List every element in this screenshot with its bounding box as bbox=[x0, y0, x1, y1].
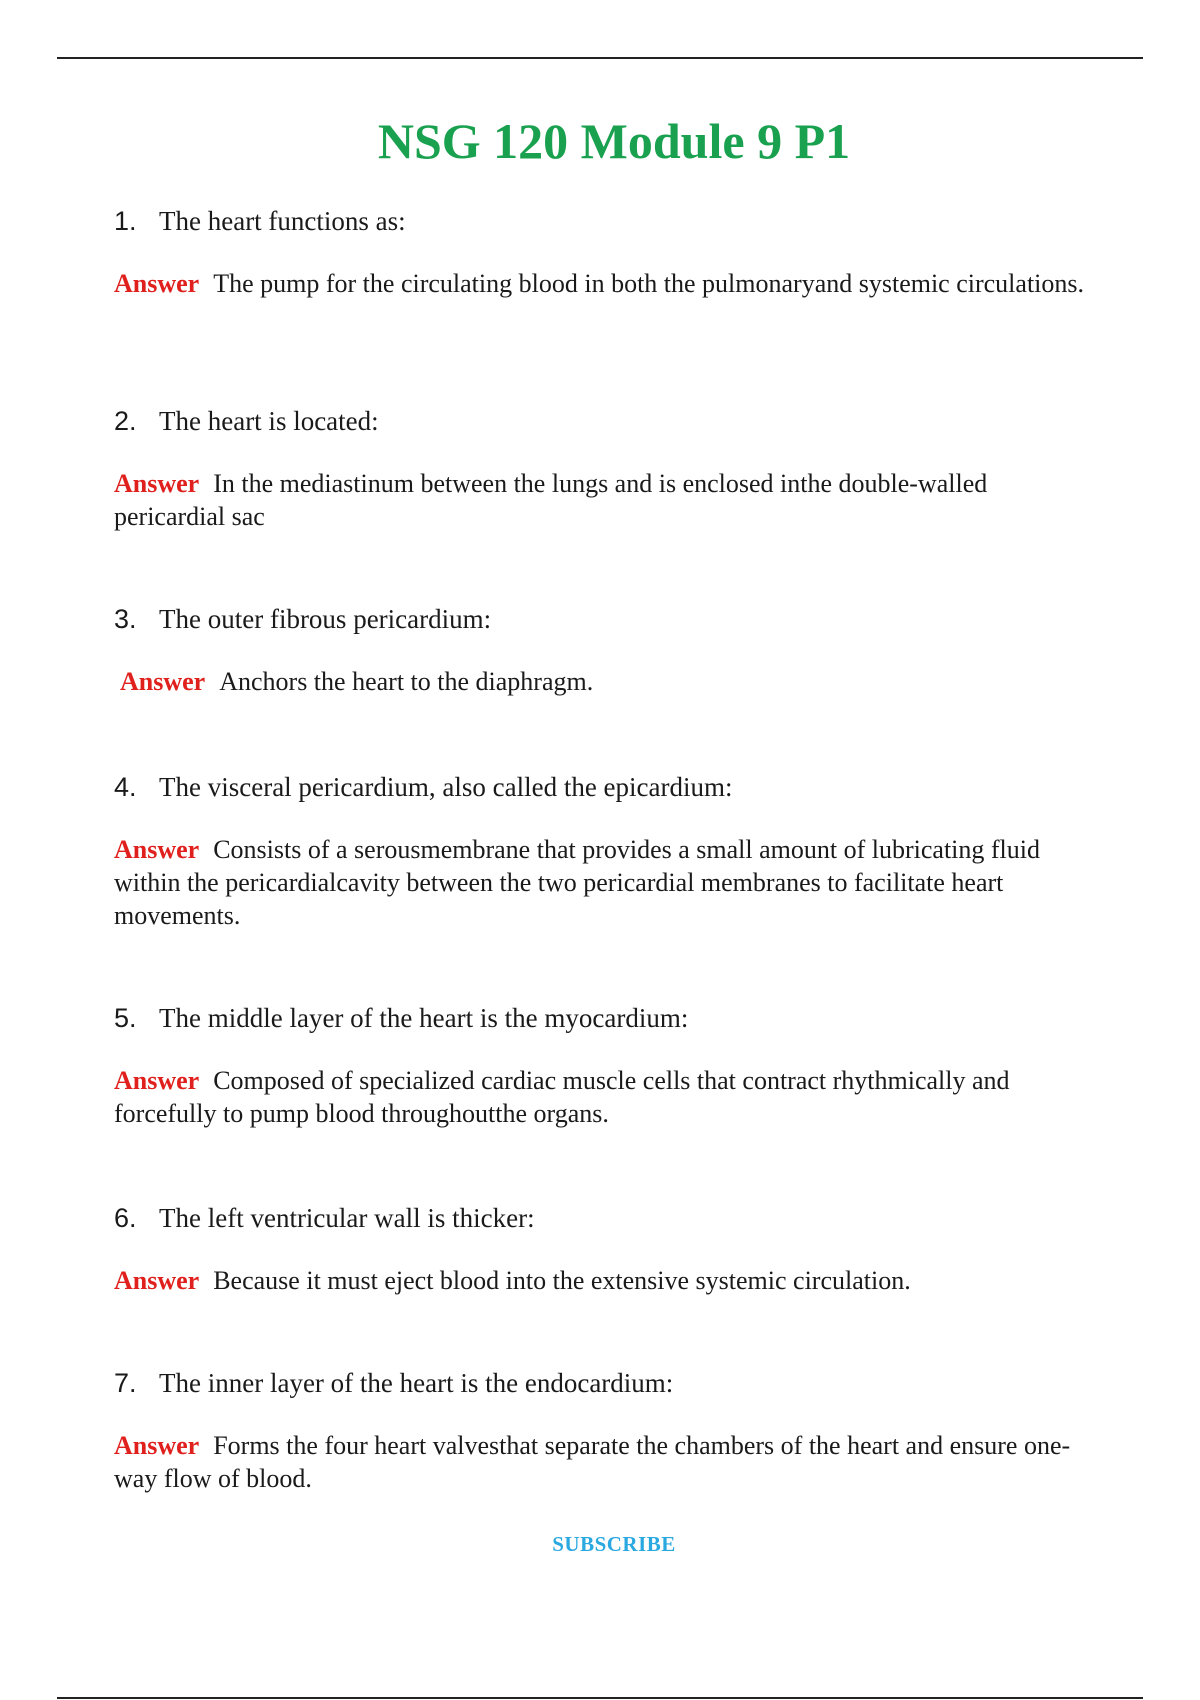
question-text: The visceral pericardium, also called the epicardium: bbox=[159, 772, 733, 802]
answer-text: Anchors the heart to the diaphragm. bbox=[219, 667, 594, 696]
answer bbox=[114, 665, 1104, 698]
answer-label: Answer bbox=[114, 835, 200, 864]
answer-text: Consists of a serousmembrane that provides a small amount of lubricating fluid within the pericardialcavity between the two pericardial membranes to facilitate heart movements. bbox=[114, 835, 1041, 930]
answer bbox=[114, 833, 1104, 932]
qa-item-2 bbox=[114, 403, 1104, 533]
question-number: 6. bbox=[114, 1203, 137, 1233]
question-text: The heart functions as: bbox=[159, 206, 406, 236]
question-number: 7. bbox=[114, 1368, 137, 1398]
answer-label: Answer bbox=[114, 269, 200, 298]
answer-label: Answer bbox=[120, 667, 206, 696]
qa-item-7 bbox=[114, 1365, 1104, 1495]
question-text: The left ventricular wall is thicker: bbox=[159, 1203, 535, 1233]
question bbox=[114, 601, 1104, 637]
answer-label: Answer bbox=[114, 1266, 200, 1295]
question bbox=[114, 403, 1104, 439]
qa-item-1 bbox=[114, 203, 1104, 300]
question-number: 4. bbox=[114, 772, 137, 802]
answer-text: In the mediastinum between the lungs and is enclosed inthe double-walled pericardial sac bbox=[114, 469, 988, 531]
question bbox=[114, 1000, 1104, 1036]
answer-label: Answer bbox=[114, 1066, 200, 1095]
answer-text: Forms the four heart valvesthat separate the chambers of the heart and ensure one-way flow of blood. bbox=[114, 1431, 1071, 1493]
answer-label: Answer bbox=[114, 469, 200, 498]
question-number: 3. bbox=[114, 604, 137, 634]
question bbox=[114, 769, 1104, 805]
bottom-divider bbox=[57, 1697, 1143, 1699]
answer-text: Because it must eject blood into the extensive systemic circulation. bbox=[213, 1266, 911, 1295]
question-text: The heart is located: bbox=[159, 406, 379, 436]
question-text: The middle layer of the heart is the myocardium: bbox=[159, 1003, 689, 1033]
answer bbox=[114, 1064, 1104, 1130]
question-text: The outer fibrous pericardium: bbox=[159, 604, 492, 634]
question-number: 2. bbox=[114, 406, 137, 436]
qa-item-6 bbox=[114, 1200, 1104, 1297]
qa-item-4 bbox=[114, 769, 1104, 932]
qa-item-5 bbox=[114, 1000, 1104, 1130]
question-number: 5. bbox=[114, 1003, 137, 1033]
top-divider bbox=[57, 57, 1143, 59]
question-number: 1. bbox=[114, 206, 137, 236]
question-text: The inner layer of the heart is the endocardium: bbox=[159, 1368, 674, 1398]
answer-text: The pump for the circulating blood in both the pulmonaryand systemic circulations. bbox=[213, 269, 1085, 298]
answer-label: Answer bbox=[114, 1431, 200, 1460]
qa-item-3 bbox=[114, 601, 1104, 698]
answer bbox=[114, 1429, 1104, 1495]
question bbox=[114, 203, 1104, 239]
answer bbox=[114, 267, 1104, 300]
subscribe-link[interactable]: SUBSCRIBE bbox=[552, 1532, 676, 1556]
answer bbox=[114, 1264, 1104, 1297]
answer bbox=[114, 467, 1104, 533]
question bbox=[114, 1365, 1104, 1401]
answer-text: Composed of specialized cardiac muscle cells that contract rhythmically and forcefully to pump blood throughoutthe organs. bbox=[114, 1066, 1010, 1128]
document-title: NSG 120 Module 9 P1 bbox=[377, 113, 851, 169]
question bbox=[114, 1200, 1104, 1236]
